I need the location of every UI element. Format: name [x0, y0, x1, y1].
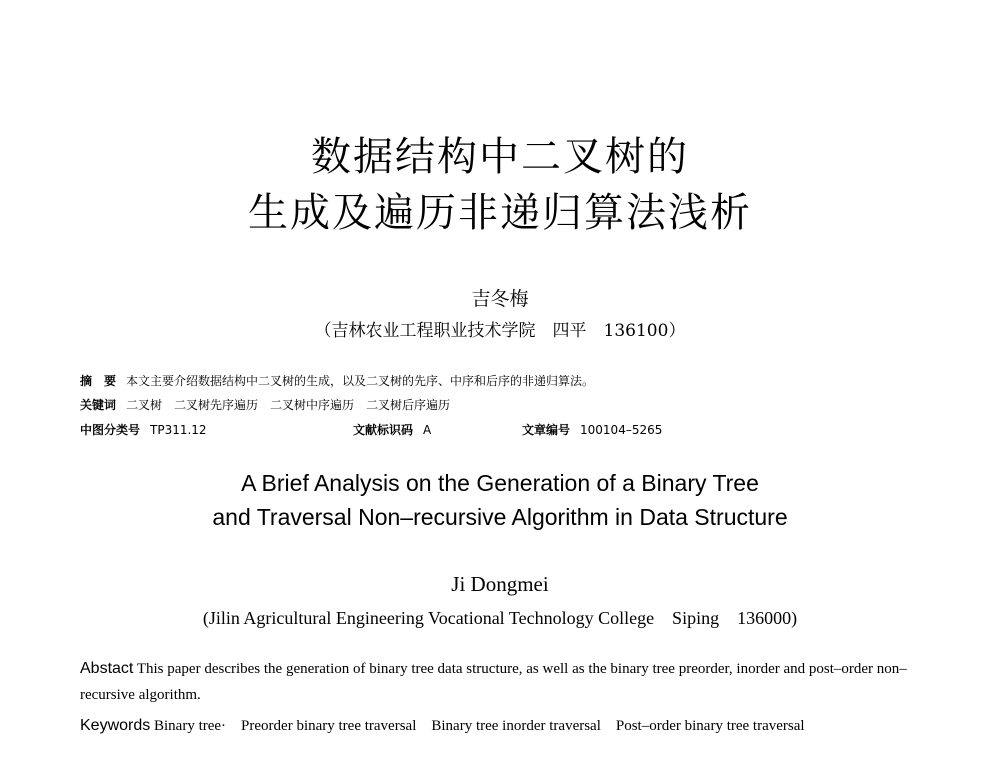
chinese-title-line-2: 生成及遍历非递归算法浅析 — [248, 190, 752, 236]
chinese-keywords-label: 关键词 — [80, 398, 117, 412]
document-code — [353, 421, 431, 438]
english-author: Ji Dongmei — [451, 572, 549, 596]
article-number-label: 文章编号 — [522, 423, 571, 437]
chinese-title-line-1: 数据结构中二叉树的 — [311, 134, 689, 180]
chinese-abstract-label: 摘 要 — [80, 374, 117, 388]
english-abstract — [80, 656, 940, 708]
clc-value: TP311.12 — [150, 423, 207, 437]
chinese-abstract — [80, 372, 594, 389]
english-abstract-text: This paper describes the generation of binary tree data structure, as well as the binary tree preorder, inorder and post–order non–recursive algorithm. — [80, 661, 907, 703]
english-title-line-1: A Brief Analysis on the Generation of a Binary Tree — [241, 470, 759, 496]
english-abstract-label: Abstact — [80, 660, 134, 677]
clc-number — [80, 421, 207, 438]
chinese-abstract-text: 本文主要介绍数据结构中二叉树的生成，以及二叉树的先序、中序和后序的非递归算法。 — [126, 374, 595, 388]
article-number-value: 100104–5265 — [580, 423, 663, 437]
document-code-label: 文献标识码 — [353, 423, 414, 437]
document-code-value: A — [423, 423, 432, 437]
english-title-line-2: and Traversal Non–recursive Algorithm in Data Structure — [212, 504, 788, 530]
article-number — [522, 421, 662, 438]
english-keywords-text: Binary tree· Preorder binary tree traversal Binary tree inorder traversal Post–order binary tree traversal — [154, 718, 805, 734]
chinese-author: 吉冬梅 — [471, 288, 529, 310]
english-keywords-label: Keywords — [80, 717, 151, 734]
english-keywords — [80, 714, 960, 735]
chinese-affiliation: （吉林农业工程职业技术学院 四平 136100） — [314, 321, 686, 341]
chinese-keywords-text: 二叉树 二叉树先序遍历 二叉树中序遍历 二叉树后序遍历 — [126, 398, 451, 412]
clc-label: 中图分类号 — [80, 423, 141, 437]
chinese-keywords — [80, 396, 450, 413]
english-affiliation: (Jilin Agricultural Engineering Vocational Technology College Siping 136000) — [202, 608, 798, 628]
